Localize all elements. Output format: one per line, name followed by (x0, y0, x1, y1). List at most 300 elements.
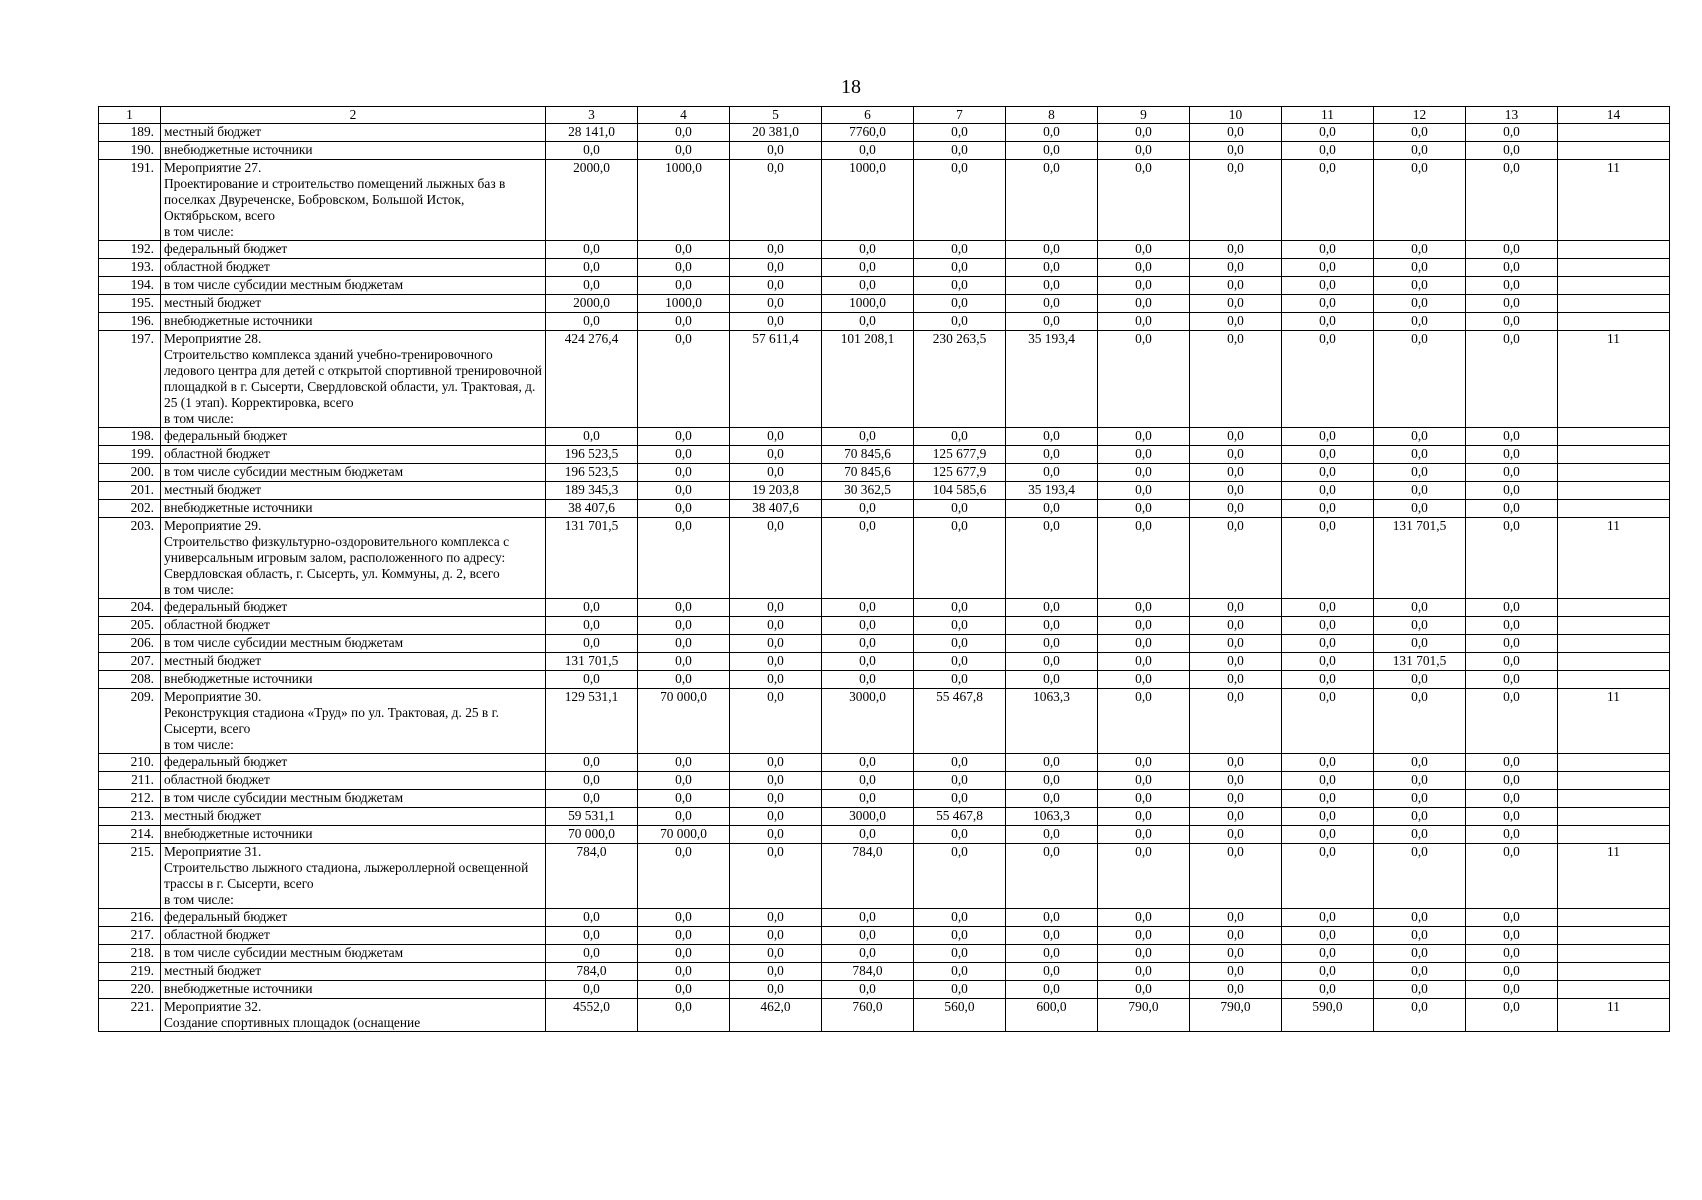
value-cell: 0,0 (1006, 945, 1098, 963)
table-row (99, 808, 1670, 826)
value-cell: 0,0 (1190, 599, 1282, 617)
value-cell: 0,0 (1190, 500, 1282, 518)
value-cell: 0,0 (914, 826, 1006, 844)
row-name: областной бюджет (161, 446, 546, 464)
budget-table (98, 106, 1670, 1032)
value-cell: 0,0 (1190, 124, 1282, 142)
col14-cell (1558, 963, 1670, 981)
value-cell: 0,0 (1466, 313, 1558, 331)
table-row (99, 790, 1670, 808)
value-cell: 101 208,1 (822, 331, 914, 428)
value-cell: 0,0 (1190, 482, 1282, 500)
value-cell: 0,0 (546, 754, 638, 772)
row-name: внебюджетные источники (161, 981, 546, 999)
value-cell: 0,0 (1098, 617, 1190, 635)
value-cell: 0,0 (546, 617, 638, 635)
column-header: 10 (1190, 107, 1282, 124)
value-cell: 0,0 (1190, 808, 1282, 826)
value-cell: 0,0 (1374, 790, 1466, 808)
value-cell: 0,0 (1466, 142, 1558, 160)
table-row (99, 259, 1670, 277)
value-cell: 0,0 (1466, 981, 1558, 999)
value-cell: 35 193,4 (1006, 482, 1098, 500)
value-cell: 0,0 (1466, 599, 1558, 617)
value-cell: 0,0 (1374, 635, 1466, 653)
value-cell: 0,0 (730, 277, 822, 295)
value-cell: 0,0 (1282, 927, 1374, 945)
value-cell: 129 531,1 (546, 689, 638, 754)
col14-cell (1558, 927, 1670, 945)
value-cell: 600,0 (1006, 999, 1098, 1032)
value-cell: 0,0 (1374, 617, 1466, 635)
col14-cell (1558, 142, 1670, 160)
value-cell: 0,0 (1006, 428, 1098, 446)
value-cell: 0,0 (1374, 259, 1466, 277)
value-cell: 0,0 (1466, 446, 1558, 464)
row-name: федеральный бюджет (161, 599, 546, 617)
value-cell: 0,0 (1466, 428, 1558, 446)
value-cell: 0,0 (914, 844, 1006, 909)
value-cell: 0,0 (730, 428, 822, 446)
value-cell: 0,0 (1374, 963, 1466, 981)
value-cell: 0,0 (1006, 826, 1098, 844)
value-cell: 0,0 (730, 689, 822, 754)
value-cell: 0,0 (1466, 464, 1558, 482)
value-cell: 0,0 (914, 981, 1006, 999)
value-cell: 0,0 (1282, 981, 1374, 999)
value-cell: 0,0 (1374, 482, 1466, 500)
value-cell: 0,0 (638, 313, 730, 331)
value-cell: 131 701,5 (1374, 653, 1466, 671)
value-cell: 30 362,5 (822, 482, 914, 500)
table-header-row (99, 107, 1670, 124)
value-cell: 0,0 (638, 999, 730, 1032)
value-cell: 0,0 (1282, 635, 1374, 653)
value-cell: 35 193,4 (1006, 331, 1098, 428)
row-name: Мероприятие 27. Проектирование и строительство помещений лыжных баз в поселках Двуреченске, Бобровском, Большой Исток, Октябрьском, всего в том числе: (161, 160, 546, 241)
value-cell: 0,0 (914, 277, 1006, 295)
value-cell: 0,0 (1190, 754, 1282, 772)
value-cell: 0,0 (1282, 259, 1374, 277)
column-header: 8 (1006, 107, 1098, 124)
value-cell: 0,0 (914, 945, 1006, 963)
value-cell: 3000,0 (822, 689, 914, 754)
value-cell: 0,0 (1098, 653, 1190, 671)
value-cell: 0,0 (822, 945, 914, 963)
row-number: 200. (99, 464, 161, 482)
value-cell: 0,0 (1006, 927, 1098, 945)
value-cell: 0,0 (1098, 500, 1190, 518)
value-cell: 59 531,1 (546, 808, 638, 826)
value-cell: 230 263,5 (914, 331, 1006, 428)
value-cell: 0,0 (730, 945, 822, 963)
value-cell: 0,0 (1466, 927, 1558, 945)
value-cell: 19 203,8 (730, 482, 822, 500)
col14-cell (1558, 754, 1670, 772)
col14-cell (1558, 241, 1670, 259)
value-cell: 0,0 (1006, 124, 1098, 142)
value-cell: 0,0 (1006, 671, 1098, 689)
row-name: местный бюджет (161, 295, 546, 313)
value-cell: 0,0 (730, 963, 822, 981)
value-cell: 0,0 (914, 259, 1006, 277)
value-cell: 0,0 (1466, 826, 1558, 844)
value-cell: 0,0 (914, 754, 1006, 772)
value-cell: 0,0 (1190, 518, 1282, 599)
value-cell: 55 467,8 (914, 808, 1006, 826)
value-cell: 0,0 (822, 277, 914, 295)
value-cell: 0,0 (1190, 464, 1282, 482)
value-cell: 0,0 (1098, 671, 1190, 689)
value-cell: 0,0 (822, 518, 914, 599)
value-cell: 0,0 (1098, 331, 1190, 428)
value-cell: 0,0 (822, 617, 914, 635)
value-cell: 0,0 (730, 241, 822, 259)
value-cell: 0,0 (1190, 772, 1282, 790)
table-row (99, 653, 1670, 671)
row-name: федеральный бюджет (161, 909, 546, 927)
value-cell: 0,0 (638, 599, 730, 617)
value-cell: 0,0 (1374, 446, 1466, 464)
col14-cell (1558, 599, 1670, 617)
value-cell: 0,0 (822, 428, 914, 446)
row-number: 216. (99, 909, 161, 927)
value-cell: 0,0 (1466, 259, 1558, 277)
value-cell: 0,0 (1098, 844, 1190, 909)
value-cell: 0,0 (638, 790, 730, 808)
table-row (99, 963, 1670, 981)
column-header: 3 (546, 107, 638, 124)
row-number: 204. (99, 599, 161, 617)
value-cell: 0,0 (1006, 772, 1098, 790)
row-name: федеральный бюджет (161, 754, 546, 772)
table-row (99, 518, 1670, 599)
value-cell: 0,0 (730, 772, 822, 790)
value-cell: 0,0 (1006, 981, 1098, 999)
value-cell: 0,0 (1098, 259, 1190, 277)
row-name: Мероприятие 31. Строительство лыжного стадиона, лыжероллерной освещенной трассы в г. Сысерти, всего в том числе: (161, 844, 546, 909)
value-cell: 0,0 (822, 671, 914, 689)
value-cell: 0,0 (1006, 790, 1098, 808)
row-name: местный бюджет (161, 653, 546, 671)
value-cell: 0,0 (914, 599, 1006, 617)
value-cell: 0,0 (1282, 518, 1374, 599)
value-cell: 0,0 (822, 500, 914, 518)
value-cell: 131 701,5 (546, 518, 638, 599)
row-name: внебюджетные источники (161, 671, 546, 689)
value-cell: 0,0 (1098, 635, 1190, 653)
value-cell: 0,0 (1006, 277, 1098, 295)
value-cell: 0,0 (1190, 653, 1282, 671)
row-name: областной бюджет (161, 617, 546, 635)
value-cell: 0,0 (638, 241, 730, 259)
col14-cell: 11 (1558, 331, 1670, 428)
value-cell: 0,0 (638, 635, 730, 653)
value-cell: 0,0 (914, 124, 1006, 142)
value-cell: 0,0 (730, 518, 822, 599)
value-cell: 0,0 (1098, 277, 1190, 295)
value-cell: 0,0 (1098, 945, 1190, 963)
table-row (99, 617, 1670, 635)
value-cell: 0,0 (822, 981, 914, 999)
value-cell: 0,0 (1098, 790, 1190, 808)
value-cell: 0,0 (1006, 500, 1098, 518)
value-cell: 0,0 (1006, 963, 1098, 981)
table-row (99, 313, 1670, 331)
value-cell: 0,0 (1374, 295, 1466, 313)
value-cell: 0,0 (914, 790, 1006, 808)
value-cell: 0,0 (914, 909, 1006, 927)
value-cell: 0,0 (546, 599, 638, 617)
value-cell: 0,0 (1282, 808, 1374, 826)
value-cell: 0,0 (914, 635, 1006, 653)
column-header: 14 (1558, 107, 1670, 124)
value-cell: 0,0 (638, 808, 730, 826)
value-cell: 0,0 (1282, 124, 1374, 142)
value-cell: 0,0 (1282, 772, 1374, 790)
col14-cell (1558, 464, 1670, 482)
value-cell: 0,0 (1098, 981, 1190, 999)
value-cell: 0,0 (1466, 295, 1558, 313)
value-cell: 0,0 (638, 844, 730, 909)
value-cell: 0,0 (822, 826, 914, 844)
value-cell: 0,0 (1006, 295, 1098, 313)
col14-cell (1558, 295, 1670, 313)
value-cell: 0,0 (730, 927, 822, 945)
col14-cell (1558, 446, 1670, 464)
col14-cell (1558, 808, 1670, 826)
value-cell: 0,0 (1466, 277, 1558, 295)
value-cell: 0,0 (1282, 599, 1374, 617)
table-row (99, 599, 1670, 617)
row-number: 212. (99, 790, 161, 808)
value-cell: 0,0 (1006, 241, 1098, 259)
row-number: 190. (99, 142, 161, 160)
value-cell: 1000,0 (822, 295, 914, 313)
row-number: 210. (99, 754, 161, 772)
value-cell: 0,0 (1190, 241, 1282, 259)
row-name: местный бюджет (161, 124, 546, 142)
row-number: 191. (99, 160, 161, 241)
value-cell: 784,0 (546, 844, 638, 909)
value-cell: 0,0 (638, 259, 730, 277)
value-cell: 0,0 (730, 844, 822, 909)
value-cell: 0,0 (1466, 124, 1558, 142)
value-cell: 0,0 (1466, 160, 1558, 241)
page-number: 18 (841, 76, 861, 98)
table-row (99, 981, 1670, 999)
value-cell: 4552,0 (546, 999, 638, 1032)
col14-cell: 11 (1558, 999, 1670, 1032)
row-number: 192. (99, 241, 161, 259)
value-cell: 0,0 (638, 653, 730, 671)
value-cell: 0,0 (546, 142, 638, 160)
value-cell: 0,0 (1006, 599, 1098, 617)
value-cell: 0,0 (1098, 772, 1190, 790)
value-cell: 0,0 (1098, 124, 1190, 142)
value-cell: 0,0 (1374, 808, 1466, 826)
value-cell: 0,0 (1466, 963, 1558, 981)
value-cell: 0,0 (1374, 772, 1466, 790)
column-header: 4 (638, 107, 730, 124)
value-cell: 0,0 (730, 617, 822, 635)
value-cell: 0,0 (1374, 160, 1466, 241)
row-number: 196. (99, 313, 161, 331)
value-cell: 0,0 (546, 981, 638, 999)
value-cell: 0,0 (1374, 844, 1466, 909)
value-cell: 0,0 (1006, 635, 1098, 653)
value-cell: 0,0 (730, 142, 822, 160)
value-cell: 0,0 (1098, 826, 1190, 844)
value-cell: 0,0 (1190, 160, 1282, 241)
row-number: 202. (99, 500, 161, 518)
value-cell: 0,0 (546, 635, 638, 653)
value-cell: 57 611,4 (730, 331, 822, 428)
row-name: внебюджетные источники (161, 500, 546, 518)
table-row (99, 945, 1670, 963)
value-cell: 0,0 (546, 671, 638, 689)
value-cell: 0,0 (1006, 446, 1098, 464)
value-cell: 0,0 (1190, 844, 1282, 909)
value-cell: 0,0 (730, 635, 822, 653)
value-cell: 125 677,9 (914, 446, 1006, 464)
value-cell: 0,0 (1006, 142, 1098, 160)
row-name: федеральный бюджет (161, 241, 546, 259)
row-number: 197. (99, 331, 161, 428)
table-row (99, 635, 1670, 653)
row-number: 205. (99, 617, 161, 635)
value-cell: 0,0 (1466, 790, 1558, 808)
value-cell: 70 000,0 (638, 826, 730, 844)
row-name: в том числе субсидии местным бюджетам (161, 635, 546, 653)
value-cell: 0,0 (638, 464, 730, 482)
value-cell: 0,0 (1098, 482, 1190, 500)
value-cell: 0,0 (730, 826, 822, 844)
value-cell: 7760,0 (822, 124, 914, 142)
value-cell: 0,0 (1466, 945, 1558, 963)
value-cell: 0,0 (1098, 518, 1190, 599)
value-cell: 0,0 (822, 790, 914, 808)
value-cell: 0,0 (914, 653, 1006, 671)
value-cell: 424 276,4 (546, 331, 638, 428)
value-cell: 0,0 (1098, 808, 1190, 826)
row-name: в том числе субсидии местным бюджетам (161, 277, 546, 295)
value-cell: 0,0 (1466, 241, 1558, 259)
value-cell: 0,0 (1282, 617, 1374, 635)
value-cell: 0,0 (1374, 124, 1466, 142)
value-cell: 0,0 (1282, 790, 1374, 808)
value-cell: 0,0 (730, 790, 822, 808)
row-number: 201. (99, 482, 161, 500)
value-cell: 70 000,0 (638, 689, 730, 754)
value-cell: 590,0 (1282, 999, 1374, 1032)
value-cell: 0,0 (638, 446, 730, 464)
value-cell: 0,0 (1466, 482, 1558, 500)
value-cell: 0,0 (1190, 689, 1282, 754)
row-name: областной бюджет (161, 927, 546, 945)
value-cell: 0,0 (730, 808, 822, 826)
value-cell: 0,0 (638, 124, 730, 142)
value-cell: 0,0 (1098, 160, 1190, 241)
value-cell: 0,0 (1098, 295, 1190, 313)
value-cell: 0,0 (1282, 313, 1374, 331)
value-cell: 0,0 (914, 671, 1006, 689)
value-cell: 131 701,5 (546, 653, 638, 671)
value-cell: 0,0 (1282, 689, 1374, 754)
value-cell: 0,0 (914, 772, 1006, 790)
column-header: 7 (914, 107, 1006, 124)
value-cell: 0,0 (1190, 446, 1282, 464)
table-row (99, 464, 1670, 482)
col14-cell (1558, 259, 1670, 277)
row-name: в том числе субсидии местным бюджетам (161, 464, 546, 482)
row-name: Мероприятие 30. Реконструкция стадиона «Труд» по ул. Трактовая, д. 25 в г. Сысерти, всего в том числе: (161, 689, 546, 754)
value-cell: 0,0 (822, 635, 914, 653)
value-cell: 0,0 (1006, 160, 1098, 241)
column-header: 13 (1466, 107, 1558, 124)
row-name: областной бюджет (161, 772, 546, 790)
value-cell: 0,0 (1098, 241, 1190, 259)
value-cell: 0,0 (1006, 313, 1098, 331)
row-name: федеральный бюджет (161, 428, 546, 446)
value-cell: 0,0 (730, 160, 822, 241)
value-cell: 790,0 (1190, 999, 1282, 1032)
value-cell: 0,0 (546, 313, 638, 331)
value-cell: 0,0 (1190, 295, 1282, 313)
value-cell: 0,0 (1374, 331, 1466, 428)
row-number: 208. (99, 671, 161, 689)
value-cell: 0,0 (822, 142, 914, 160)
value-cell: 0,0 (1282, 844, 1374, 909)
value-cell: 0,0 (1098, 754, 1190, 772)
value-cell: 0,0 (1098, 963, 1190, 981)
value-cell: 0,0 (1466, 671, 1558, 689)
column-header: 1 (99, 107, 161, 124)
table-row (99, 446, 1670, 464)
value-cell: 0,0 (638, 428, 730, 446)
value-cell: 0,0 (730, 464, 822, 482)
value-cell: 760,0 (822, 999, 914, 1032)
value-cell: 0,0 (1282, 482, 1374, 500)
col14-cell (1558, 277, 1670, 295)
row-number: 211. (99, 772, 161, 790)
table-row (99, 142, 1670, 160)
value-cell: 70 845,6 (822, 464, 914, 482)
value-cell: 55 467,8 (914, 689, 1006, 754)
value-cell: 0,0 (1098, 446, 1190, 464)
value-cell: 0,0 (1190, 671, 1282, 689)
row-name: в том числе субсидии местным бюджетам (161, 945, 546, 963)
value-cell: 1000,0 (638, 295, 730, 313)
col14-cell (1558, 826, 1670, 844)
row-name: Мероприятие 28. Строительство комплекса зданий учебно-тренировочного ледового центра для детей с открытой спортивной тренировочной площадкой в г. Сысерти, Свердловской области, ул. Трактовая, д. 25 (1 этап). Корректировка, всего в том числе: (161, 331, 546, 428)
table-row (99, 428, 1670, 446)
value-cell: 0,0 (1190, 277, 1282, 295)
value-cell: 0,0 (546, 428, 638, 446)
value-cell: 0,0 (1282, 671, 1374, 689)
value-cell: 0,0 (1374, 689, 1466, 754)
value-cell: 0,0 (1098, 313, 1190, 331)
value-cell: 0,0 (638, 981, 730, 999)
value-cell: 0,0 (1374, 277, 1466, 295)
value-cell: 0,0 (1374, 671, 1466, 689)
value-cell: 0,0 (822, 909, 914, 927)
value-cell: 0,0 (1006, 464, 1098, 482)
value-cell: 2000,0 (546, 160, 638, 241)
value-cell: 28 141,0 (546, 124, 638, 142)
value-cell: 784,0 (822, 963, 914, 981)
value-cell: 0,0 (1006, 617, 1098, 635)
